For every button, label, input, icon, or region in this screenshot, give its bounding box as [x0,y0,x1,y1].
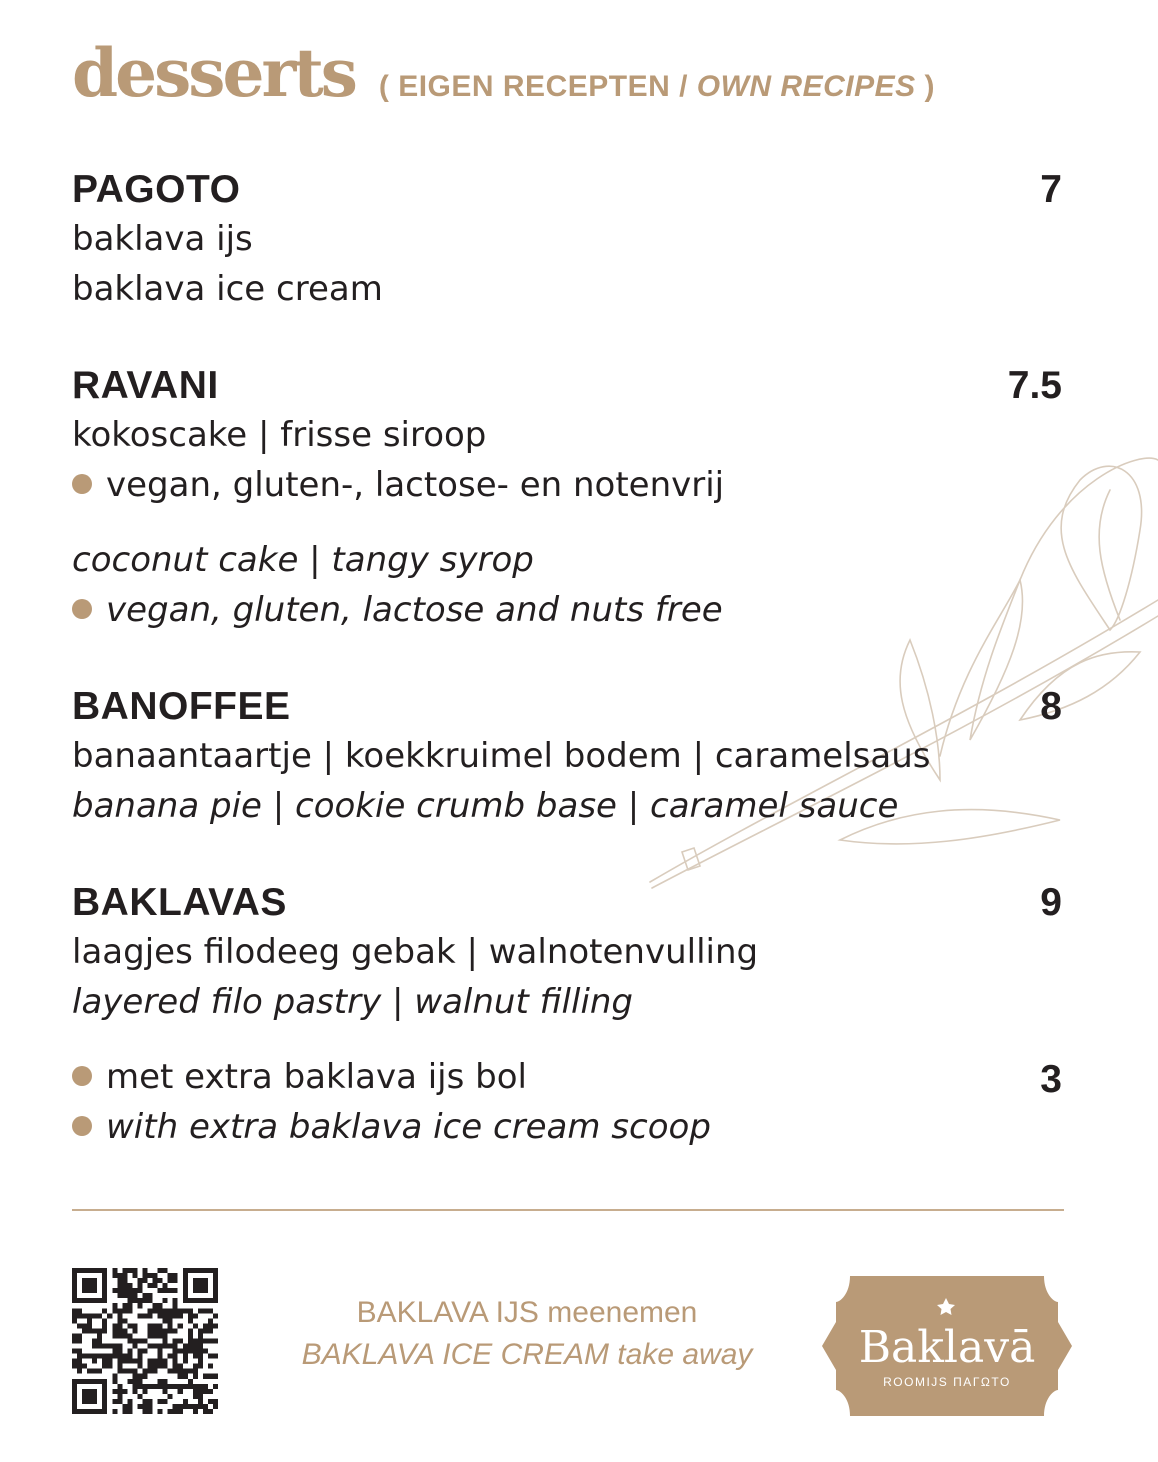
takeaway-nl: BAKLAVA IJS meenemen [356,1296,698,1329]
dot-icon [72,599,92,619]
item-name: PAGOTO [72,168,241,211]
dot-icon [72,474,92,494]
item-price: 7 [1040,168,1062,211]
item-name: RAVANI [72,364,219,407]
subtitle-prefix: ( EIGEN RECEPTEN / [378,70,697,103]
baklava-logo [822,1276,1072,1416]
item-description: laagjes filodeeg gebak | walnotenvulling [72,932,759,972]
logo-name: Baklavā [858,1322,1036,1373]
item-description: baklava ijs [72,219,253,259]
dot-icon [72,1066,92,1086]
takeaway-en: BAKLAVA ICE CREAM take away [301,1338,753,1371]
extra-line-en [72,1107,711,1147]
item-price: 8 [1040,685,1062,728]
item-description: banaantaartje | koekkruimel bodem | caramelsaus [72,736,931,776]
extra-text: met extra baklava ijs bol [106,1057,527,1097]
divider [72,1209,1064,1211]
logo-tagline: ROOMIJS ΠΑΓΩΤΟ [883,1375,1011,1389]
menu-item-baklavas [72,883,1062,922]
extra-text: with extra baklava ice cream scoop [106,1107,711,1147]
item-description: coconut cake | tangy syrop [72,540,534,580]
item-diet-note [72,590,723,630]
menu-header [72,34,935,112]
extra-line-nl [72,1057,527,1097]
qr-code-icon[interactable] [72,1268,218,1414]
diet-note-text: vegan, gluten, lactose and nuts free [106,590,723,630]
item-price: 9 [1040,881,1062,924]
takeaway-notice [272,1292,782,1376]
subtitle-suffix: ) [915,70,935,103]
menu-item-pagoto [72,170,1062,209]
subtitle-italic: OWN RECIPES [696,70,916,103]
page-subtitle [379,70,935,104]
item-name: BAKLAVAS [72,881,287,924]
item-description: kokoscake | frisse siroop [72,415,487,455]
menu-item-ravani [72,366,1062,405]
item-name: BANOFFEE [72,685,291,728]
item-description: banana pie | cookie crumb base | caramel sauce [72,786,899,826]
item-description: layered filo pastry | walnut filling [72,982,634,1022]
item-description: baklava ice cream [72,269,383,309]
menu-item-banoffee [72,687,1062,726]
dot-icon [72,1116,92,1136]
diet-note-text: vegan, gluten-, lactose- en notenvrij [106,465,725,505]
page-title: desserts [72,34,355,112]
item-price: 3 [1040,1058,1062,1101]
item-diet-note [72,465,725,505]
item-price: 7.5 [1007,364,1062,407]
